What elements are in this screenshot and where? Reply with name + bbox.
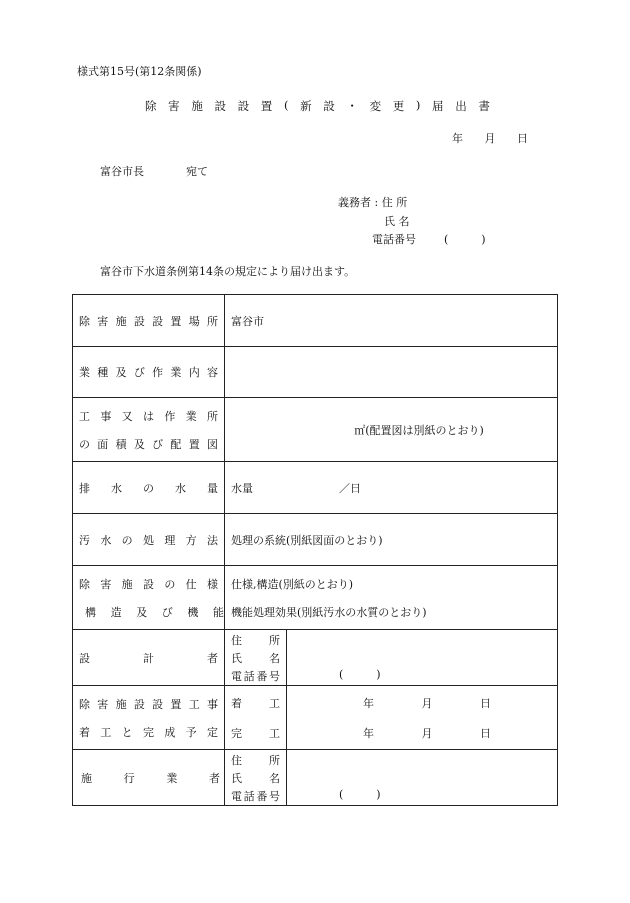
notification-table	[72, 294, 558, 806]
title-char: (	[283, 98, 289, 112]
label-area	[73, 398, 225, 462]
label-char: 構	[85, 605, 96, 619]
label-char: 話	[243, 669, 255, 683]
title-char: 届	[432, 99, 444, 113]
label-char: び	[161, 605, 173, 619]
label-char: 号	[268, 669, 280, 683]
title-char: 施	[191, 99, 203, 113]
document-title	[145, 98, 490, 114]
title-char: 出	[455, 99, 467, 113]
label-char: の	[164, 577, 176, 591]
label-char: の	[121, 533, 133, 547]
label-char: 排	[79, 481, 90, 495]
label-char: 仕	[185, 577, 197, 591]
title-char: 設	[237, 99, 250, 113]
label-char: 及	[133, 437, 145, 451]
label-char: の	[79, 437, 90, 451]
label-discharge	[73, 462, 225, 514]
label-char: 工	[269, 696, 280, 710]
obligor-block	[338, 194, 486, 250]
title-char: 置	[260, 99, 273, 113]
row-designer	[73, 630, 558, 686]
label-char: 工	[188, 697, 200, 711]
label-char: 名	[269, 771, 280, 785]
title-char: 新	[300, 99, 312, 113]
label-spec	[73, 566, 225, 630]
label-char: 住	[231, 633, 242, 647]
label-char: 所	[206, 314, 218, 328]
obligor-name-label: 氏 名	[384, 214, 410, 228]
value-business	[225, 347, 558, 398]
label-char: 除	[79, 314, 90, 328]
label-char: 除	[79, 577, 90, 591]
label-char: 及	[136, 605, 148, 619]
label-char: 図	[206, 437, 218, 451]
title-char: 更	[392, 99, 405, 113]
row-business	[73, 347, 558, 398]
value-location: 富谷市	[225, 295, 558, 347]
label-char: 事	[206, 697, 218, 711]
form-number: 様式第15号(第12条関係)	[77, 65, 202, 78]
label-char: 処	[142, 533, 154, 547]
submission-date	[452, 130, 528, 146]
label-char: と	[121, 725, 133, 739]
label-char: 行	[123, 771, 135, 785]
label-char: 号	[268, 789, 280, 803]
label-char: 水	[111, 481, 122, 495]
title-char: 設	[323, 99, 335, 113]
label-location	[73, 295, 225, 347]
label-char: 水	[175, 481, 186, 495]
label-char: 汚	[79, 533, 90, 547]
label-business	[73, 347, 225, 398]
contractor-subfields	[225, 750, 287, 806]
label-contractor	[73, 750, 225, 806]
obligor-phone-label: 電話番号 ( )	[372, 233, 486, 246]
title-char: 変	[369, 99, 382, 113]
label-char: 施	[115, 314, 127, 328]
value-discharge: 水量 ／日	[225, 462, 558, 514]
label-char: 番	[256, 789, 268, 803]
label-char: 置	[188, 437, 200, 451]
label-char: 設	[133, 314, 145, 328]
label-char: 造	[110, 605, 122, 619]
obligor-address-label: 義務者 : 住 所	[338, 196, 408, 209]
row-location	[73, 295, 558, 347]
label-char: 能	[212, 605, 224, 619]
label-char: 所	[269, 753, 280, 767]
addressee	[100, 163, 208, 179]
label-char: 名	[269, 651, 280, 665]
label-char: 設	[152, 314, 164, 328]
label-char: 置	[170, 697, 182, 711]
label-char: 及	[115, 366, 127, 379]
label-char: 理	[164, 533, 176, 547]
label-char: は	[142, 409, 154, 423]
label-char: 害	[100, 577, 112, 591]
title-char: 設	[214, 99, 226, 113]
label-char: 面	[97, 437, 109, 451]
label-char: 施	[121, 577, 133, 591]
label-char: 害	[97, 314, 109, 328]
label-char: 業	[79, 366, 90, 379]
label-char: び	[133, 366, 145, 379]
label-char: 計	[143, 651, 154, 665]
label-char: 設	[142, 577, 154, 591]
row-discharge	[73, 462, 558, 514]
label-char: 所	[206, 409, 218, 423]
label-designer	[73, 630, 225, 686]
label-char: 業	[166, 771, 178, 785]
label-char: 完	[142, 725, 154, 739]
label-char: 工	[269, 726, 280, 740]
label-char: 話	[243, 789, 255, 803]
row-area	[73, 398, 558, 462]
designer-subfields	[225, 630, 287, 686]
value-treatment: 処理の系統(別紙図面のとおり)	[225, 514, 558, 566]
row-contractor	[73, 750, 558, 806]
label-char: 内	[188, 366, 200, 379]
label-char: 業	[185, 409, 197, 423]
value-area: ㎡(配置図は別紙のとおり)	[225, 398, 558, 462]
contractor-values: ( )	[287, 750, 558, 806]
label-char: 様	[206, 577, 218, 591]
value-spec: 仕様,構造(別紙のとおり) 機能処理効果(別紙汚水の水質のとおり)	[225, 566, 558, 630]
label-char: 番	[256, 669, 268, 683]
designer-values: ( )	[287, 630, 558, 686]
label-treatment	[73, 514, 225, 566]
label-char: 作	[152, 366, 164, 379]
title-char: 書	[478, 99, 490, 113]
label-char: 着	[79, 725, 90, 739]
label-char: 方	[185, 533, 197, 547]
label-char: 置	[170, 314, 182, 328]
label-char: 作	[164, 409, 176, 423]
addressee-name: 富谷市長	[100, 165, 144, 178]
row-treatment	[73, 514, 558, 566]
label-char: の	[143, 481, 154, 495]
label-char: 工	[100, 725, 112, 739]
schedule-subfields	[225, 686, 287, 750]
label-char: 積	[115, 437, 127, 451]
label-char: 水	[100, 533, 112, 547]
label-char: 施	[115, 697, 127, 711]
label-char: 法	[206, 533, 218, 547]
label-char: 害	[97, 697, 109, 711]
date-year: 年	[452, 132, 463, 145]
label-char: 配	[170, 437, 182, 451]
intro-statement: 富谷市下水道条例第14条の規定により届け出ます。	[100, 265, 356, 278]
label-char: 所	[269, 633, 280, 647]
label-char: 住	[231, 753, 242, 767]
label-char: 種	[97, 366, 109, 379]
label-char: 場	[188, 314, 200, 328]
addressee-suffix: 宛て	[186, 165, 208, 178]
label-char: 設	[152, 697, 164, 711]
title-char: ・	[346, 99, 358, 113]
label-char: 成	[164, 725, 176, 739]
label-char: 者	[208, 771, 220, 785]
label-schedule	[73, 686, 225, 750]
label-char: 又	[121, 409, 133, 423]
label-char: 機	[187, 605, 199, 619]
title-char: )	[415, 98, 421, 112]
label-char: 事	[100, 409, 112, 423]
row-schedule	[73, 686, 558, 750]
row-spec	[73, 566, 558, 630]
label-char: 除	[79, 697, 90, 711]
label-char: 者	[207, 651, 218, 665]
label-char: 氏	[231, 651, 242, 665]
label-char: 定	[206, 725, 218, 739]
title-char: 害	[168, 99, 180, 113]
label-char: 量	[207, 481, 218, 495]
schedule-values: 年 月 日 年 月 日	[287, 686, 558, 750]
label-char: 電	[231, 669, 242, 683]
label-char: 着	[231, 696, 242, 710]
label-char: 設	[133, 697, 145, 711]
label-char: 完	[231, 726, 242, 740]
label-char: 電	[231, 789, 242, 803]
label-char: 工	[79, 409, 90, 423]
label-char: 予	[185, 725, 197, 739]
label-char: 容	[206, 366, 218, 379]
date-day: 日	[517, 132, 528, 145]
label-char: 氏	[231, 771, 242, 785]
label-char: 設	[79, 651, 90, 665]
label-char: 施	[81, 771, 92, 785]
label-char: び	[152, 437, 164, 451]
date-month: 月	[484, 132, 496, 145]
label-char: 業	[170, 366, 182, 379]
title-char: 除	[145, 99, 157, 113]
